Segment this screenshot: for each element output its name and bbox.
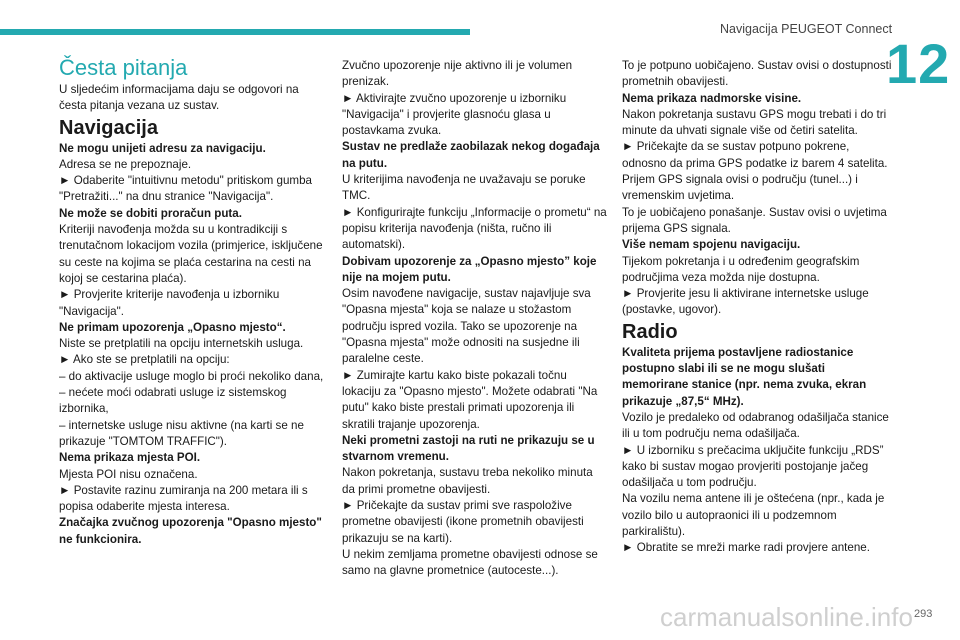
column-3: [622, 58, 894, 557]
answer: To je uobičajeno ponašanje. Sustav ovisi o uvjetima prijema GPS signala.: [622, 205, 887, 235]
chapter-number: 12: [886, 32, 951, 95]
solution-step: ► Obratite se mreži marke radi provjere antene.: [622, 541, 870, 555]
question: Kvaliteta prijema postavljene radiostanice postupno slabi ili se ne mogu slušati memorirane stanice (npr. nema zvuka, ekran prikazuje „87,5“ MHz).: [622, 345, 867, 408]
answer: Nakon pokretanja sustavu GPS mogu trebati i do tri minute da uhvati signale više od četiri satelita.: [622, 107, 887, 138]
solution-step: ► Provjerite kriterije navođenja u izborniku "Navigacija".: [59, 288, 280, 318]
solution-step: ► Pričekajte da se sustav potpuno pokrene, odnosno da prima GPS podatke iz barem 4 satelita.: [622, 140, 888, 170]
question: Više nemam spojenu navigaciju.: [622, 238, 801, 252]
dash-item: – nećete moći odabrati usluge iz sistemskog izbornika,: [59, 386, 287, 416]
solution-step: ► U izborniku s prečacima uključite funkciju „RDS” kako bi sustav mogao provjeriti postojanje jačeg odašiljača u tom području.: [622, 443, 884, 490]
answer: Mjesta POI nisu označena.: [59, 467, 198, 481]
answer: Nakon pokretanja, sustavu treba nekoliko minuta da primi prometne obavijesti.: [342, 466, 593, 496]
intro-text: U sljedećim informacijama daju se odgovori na česta pitanja vezana uz sustav.: [59, 83, 299, 113]
solution-step: ► Odaberite "intuitivnu metodu" pritiskom gumba "Pretražiti..." na dnu stranice "Navigacija".: [59, 174, 312, 204]
answer: Tijekom pokretanja i u određenim geografskim područjima veza možda nije dostupna.: [622, 254, 860, 284]
solution-step: ► Konfigurirajte funkciju „Informacije o prometu“ na popisu kriterija navođenja (ništa, ručno ili automatski).: [342, 205, 607, 252]
solution-step: ► Ako ste se pretplatili na opciju:: [59, 353, 230, 367]
header-accent-bar: [0, 29, 470, 35]
answer: Zvučno upozorenje nije aktivno ili je volumen prenizak.: [342, 59, 573, 89]
answer: U kriterijima navođenja ne uvažavaju se poruke TMC.: [342, 173, 586, 203]
question: Dobivam upozorenje za „Opasno mjesto” koje nije na mojem putu.: [342, 254, 597, 284]
heading-navigation: Navigacija: [59, 116, 158, 139]
watermark: carmanualsonline.info: [660, 602, 913, 632]
solution-step: ► Postavite razinu zumiranja na 200 metara ili s popisa odaberite mjesta interesa.: [59, 483, 308, 514]
column-1: [59, 54, 327, 548]
question: Ne može se dobiti proračun puta.: [59, 206, 242, 220]
dash-item: – do aktivacije usluge moglo bi proći nekoliko dana,: [59, 369, 324, 383]
answer: Kriteriji navođenja možda su u kontradikciji s trenutačnom lokacijom vozila (primjerice, isključene su ceste na kojima se plaća cestarina na cesti na kojoj se cestarina plaća).: [59, 223, 323, 285]
heading-radio: Radio: [622, 320, 678, 343]
column-2: [342, 58, 607, 580]
answer: Vozilo je predaleko od odabranog odašiljača stanice ili u tom području nema odašiljača.: [622, 410, 889, 441]
question: Nema prikaza mjesta POI.: [59, 451, 201, 465]
question: Nema prikaza nadmorske visine.: [622, 91, 802, 105]
answer: Niste se pretplatili na opciju internetskih usluga.: [59, 337, 304, 351]
answer: Adresa se ne prepoznaje.: [59, 157, 192, 171]
answer: U nekim zemljama prometne obavijesti odnose se samo na glavne prometnice (autoceste...).: [342, 547, 598, 578]
page-number: 293: [914, 608, 933, 620]
answer: To je potpuno uobičajeno. Sustav ovisi o dostupnosti prometnih obavijesti.: [622, 59, 892, 89]
running-header: Navigacija PEUGEOT Connect: [720, 22, 893, 36]
question: Ne mogu unijeti adresu za navigaciju.: [59, 141, 266, 155]
question: Sustav ne predlaže zaobilazak nekog događaja na putu.: [342, 140, 600, 170]
solution-step: ► Provjerite jesu li aktivirane internetske usluge (postavke, ugovor).: [622, 287, 869, 317]
question: Ne primam upozorenja „Opasno mjesto“.: [59, 320, 286, 334]
question: Neki prometni zastoji na ruti ne prikazuju se u stvarnom vremenu.: [342, 433, 595, 464]
question: Značajka zvučnog upozorenja "Opasno mjesto" ne funkcionira.: [59, 516, 322, 546]
answer: Prijem GPS signala ovisi o području (tunel...) i vremenskim uvjetima.: [622, 173, 858, 203]
answer: Na vozilu nema antene ili je oštećena (npr., kada je vozilo bilo u autopraonici ili u podzemnom parkiralištu).: [622, 492, 885, 539]
solution-step: ► Zumirajte kartu kako biste pokazali točnu lokaciju za "Opasno mjesto". Možete odabrati "Na putu" kako biste prestali primati upozorenja ili skratili trajanje upozorenja.: [342, 368, 598, 431]
dash-item: – internetske usluge nisu aktivne (na karti se ne prikazuje "TOMTOM TRAFFIC").: [59, 418, 304, 448]
answer: Osim navođene navigacije, sustav najavljuje sva "Opasna mjesta" koja se nalaze u stožastom području ispred vozila. Tako se upozorenje na "Opasna mjesta" može odnositi na susjedne ili paralelne ceste.: [342, 287, 591, 366]
solution-step: ► Pričekajte da sustav primi sve raspoložive prometne obavijesti (ikone prometnih obavijesti prikazuju se na karti).: [342, 499, 584, 545]
solution-step: ► Aktivirajte zvučno upozorenje u izborniku "Navigacija" i provjerite glasnoću glasa u postavkama zvuka.: [342, 91, 567, 138]
section-title: Česta pitanja: [59, 55, 188, 80]
